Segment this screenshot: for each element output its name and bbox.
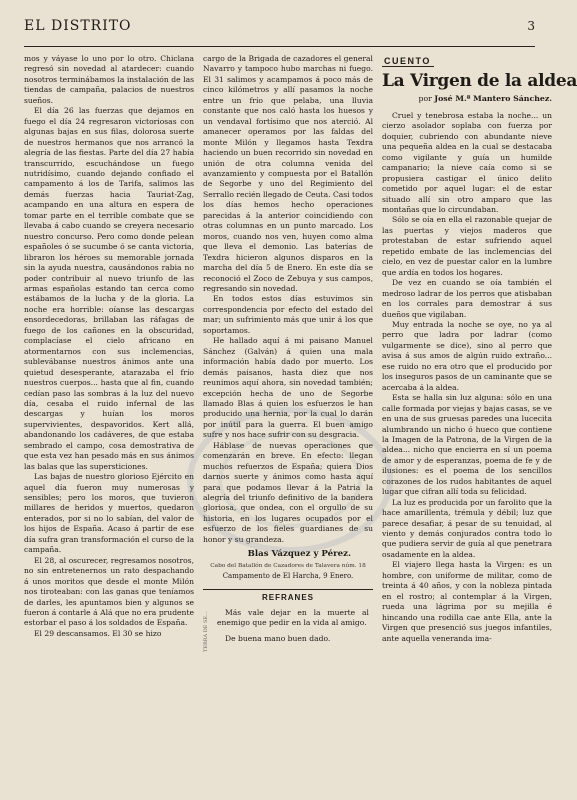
- refranes-box: [203, 589, 373, 651]
- article-columns: [24, 54, 577, 652]
- byline-prefix: por: [418, 94, 432, 104]
- paragraph: El 29 descansamos. El 30 se hizo: [34, 628, 162, 638]
- refran: Más vale dejar en la muerte al enemigo que pedir en la vida al amigo.: [217, 607, 369, 628]
- paragraph: El 28, al oscurecer, regresamos nosotros, no sin entretenernos un rato despachando á unos moritos que desde el monte Milón nos tiroteaban: con las ganas que teníamos de darles, les apuntamos bien y algunos se fueron á contarle á Alá que no era prudente estorbar el paso á los soldados de España.: [24, 555, 194, 628]
- article-signature: Blas Vázquez y Pérez.: [247, 549, 351, 560]
- refranes-side-text: TERRA DE SE...: [203, 610, 209, 652]
- paragraph: El día 26 las fuerzas que dejamos en fuego el día 24 regresaron victoriosas con algunas bajas en sus filas, dolorosa suerte de nuestros hermanos que nos arrancó la alegría de las fiestas. Parte del día 27 había transcurrido, escuchándose un fuego nutridísimo, cuando dejando confiado el campamento á los de Tarifa, salimos las demás fuerzas hacia Tauriat-Zag, acampando en una altura en espera de tomar parte en el terrible combate que se llevaba á cabo cuando se creyera necesario nuestro concurso. Pero como donde pelean españoles ó se sucumbe ó se canta victoria, libraron los héroes su memorable jornada sin la ayuda nuestra, causándonos rabia no poder contribuir al nuevo triunfo de las armas españolas estando tan cerca como estábamos de la lucha y de la gloria. La noche era horrible: oíanse las descargas ensordecedoras, brillaban las ráfagas de fuego de los cañones en la obscuridad, complacíase el cielo africano en atormentarnos con sus inclemencias, sublevábanse nuestros ánimos ante una quietud desesperante, atarazaba el frío nuestros cuerpos... hasta que al fin, cuando cedían paso las sombras á la luz del nuevo día, cesaba el ruido infernal de las descargas y huían los moros supervivientes, despavoridos. Kert allá, abandonando los cadáveres, de que estaba sembrado el campo, cosa demostrativa de que esta vez han pesado más en sus ánimos las balas que las supersticiones.: [24, 106, 194, 471]
- paragraph: cargo de la Brigada de cazadores el general Navarro y tampoco hubo marchas ni fuego. El 31 salimos y acampamos á poco más de cinco kilómetros y allí pasamos la noche entre un frío que pelaba, una lluvia constante que nos caló hasta los huesos y un vendaval fortísimo que nos aterció. Al amanecer operamos por las faldas del monte Milón y llegamos hasta Texdra haciendo un buen recorrido sin novedad en unión de otra columna venida del avanzamiento y compuesta por el Batallón de Segorbe y uno del Regimiento del Serrallo recién llegado de Ceuta. Casi todos los días hemos hecho operaciones parecidas á la anterior coincidiendo con otras columnas en un punto marcado. Los moros, cuando nos ven, huyen como alma que lleva el demonio. Las baterías de Texdra hicieron algunos disparos en la marcha del día 5 de Enero. En este día se reconoció el Zoco de Zebuya y sus campos, regresando sin novedad.: [203, 54, 373, 293]
- paragraph: Sólo se oía en ella el razonable quejar de las puertas y viejos maderos que protestaban de estar sufriendo aquel repetido embate de las inclemencias del cielo, en vez de puestar calor en la lumbre que ardía en todos los hogares.: [382, 215, 552, 277]
- paragraph: Esta se halla sin luz alguna: sólo en una calle formada por viejas y bajas casas, se ve en una de sus gruesas paredes una lucecita alumbrando un nicho ó hueco que contiene la Imagen de la Patrona, de la Virgen de la aldea... nicho que encierra en sí un poema de amor y de esperanzas, poema de fe y de ilusiones: es el poema de los sencillos corazones de los rudos habitantes de aquel lugar que cifran allí toda su felicidad.: [382, 393, 552, 497]
- byline: [382, 94, 552, 104]
- refranes-text: [213, 608, 373, 652]
- signature-unit: Cabo del Batallón de Cazadores de Talavera núm. 18: [210, 562, 366, 569]
- paragraph: Las bajas de nuestro glorioso Ejército en aquel día fueron muy numerosas y sensibles; pero los moros, que tuvieron millares de heridos y muertos, quedaron enterados, por si no lo sabían, del valor de los hijos de España. Acaso á partir de ese día sufra gran transformación el curso de la campaña.: [24, 472, 194, 555]
- refranes-title: REFRANES: [261, 593, 314, 603]
- page-header: [24, 18, 535, 42]
- column-3: [382, 54, 577, 652]
- paragraph: He hallado aquí á mi paisano Manuel Sánchez (Galván) á quien una mala información había dado por muerto. Los demás paisanos, hasta diez que nos reunimos aquí ahora, sin novedad también; excepción hecha de uno de Segorbe llamado Blas á quien los esfuerzos le han producido una hernia, por la cual lo darán por inútil para la guerra. El buen amigo sufre y nos hace sufrir con su desgracia.: [203, 336, 373, 440]
- signature-place: Campamento de El Harcha, 9 Enero.: [222, 571, 354, 580]
- masthead: EL DISTRITO: [24, 18, 132, 34]
- paragraph: La luz es producida por un farolito que la hace amarillenta, trémula y débil; luz que parece desafiar, á pesar de su tenuidad, al viento y demás conjurados contra todo lo que pudiera servir de guía al que penetrara osadamente en la aldea.: [382, 497, 552, 559]
- page-number: 3: [527, 19, 535, 33]
- paragraph: El viajero llega hasta la Virgen: es un hombre, con uniforme de militar, como de treinta á 40 años, y con la nobleza pintada en el rostro; al contemplar á la Virgen, rueda una lágrima por su mejilla é hincando una rodilla cae ante Ella, ante la Virgen que presenció sus juegos infantiles, ante aquella veneranda ima-: [382, 560, 552, 643]
- column-2: [203, 54, 373, 652]
- paragraph: mos y váyase lo uno por lo otro. Chiclana regresó sin novedad al atardecer: cuando nosotros terminábamos la instalación de las tiendas de campaña, palacios de nuestros sueños.: [24, 54, 194, 105]
- header-rule: [24, 46, 535, 47]
- section-kicker: CUENTO: [382, 56, 434, 67]
- refran: De buena mano buen dado.: [225, 634, 331, 644]
- paragraph: Muy entrada la noche se oye, no ya al perro que ladra por ladrar (como vulgarmente se dice), sino al perro que avisa á sus amos de algún ruido extraño... ese ruido no era otro que el producido por los inseguros pasos de un caminante que se acercaba á la aldea.: [382, 319, 552, 392]
- paragraph: Cruel y tenebrosa estaba la noche... un cierzo asolador soplaba con fuerza por doquier, cubriendo con abundante nieve una pequeña aldea en la cual se destacaba como vigilante y guía un humilde campanario; la nieve caía como si se propusiera castigar el único delito cometido por aquel lugar: el de estar situado allí sin otro amparo que las montañas que lo circundaban.: [382, 110, 552, 214]
- paragraph: En todos estos días estuvimos sin correspondencia por efecto del estado del mar; un sufrimiento más que unir á los que soportamos.: [203, 294, 373, 335]
- story-title: La Virgen de la aldea: [382, 71, 577, 92]
- paragraph: Háblase de nuevas operaciones que comenzarán en breve. En efecto: llegan muchos refuerzos de España; quiera Dios darnos suerte y ánimos como hasta aquí para que podamos llevar á la Patria la alegría del triunfo definitivo de la bandera gloriosa, que ondea, con el orgullo de su historia, en los lugares ocupados por el esfuerzo de los fieles guardianes de su honor y su grandeza.: [203, 440, 373, 544]
- byline-author: José M.ª Mantero Sánchez.: [434, 94, 552, 104]
- paragraph: De vez en cuando se oía también el medroso ladrar de los perros que atisbaban en los corrales para demostrar á sus dueños que vigilaban.: [382, 278, 552, 319]
- column-1: [24, 54, 194, 652]
- refranes-body: [203, 608, 373, 652]
